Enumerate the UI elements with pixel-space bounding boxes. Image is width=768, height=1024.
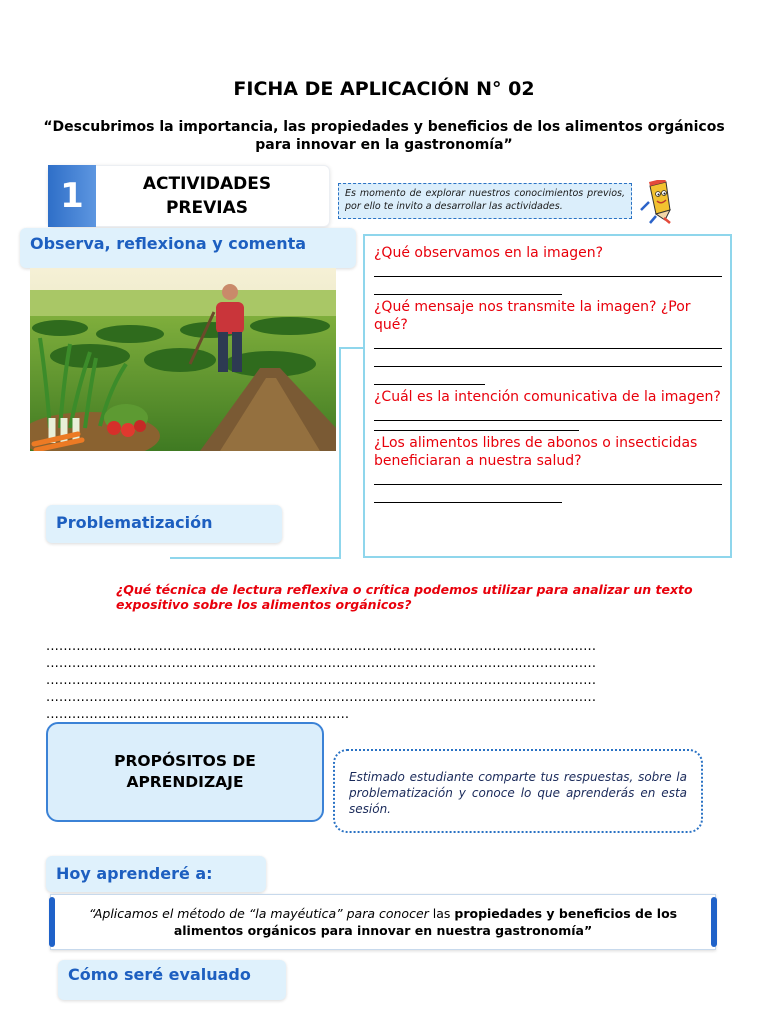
dotted-line[interactable]: ............................................................................................................................... [46, 656, 597, 671]
page-subtitle: “Descubrimos la importancia, las propiedades y beneficios de los alimentos orgánicos para innovar en la gastronomía” [43, 119, 725, 153]
observa-section-label [20, 228, 356, 268]
hoy-label-text: Hoy aprenderé a: [56, 864, 213, 883]
hoy-aprendere-label [46, 856, 266, 892]
page-title: FICHA DE APLICACIÓN N° 02 [233, 78, 535, 100]
goal-text-part1: “Aplicamos el método de “la mayéutica” para conocer [88, 906, 433, 921]
observa-label-text: Observa, reflexiona y comenta [30, 234, 307, 253]
answer-dotted-lines[interactable] [46, 638, 718, 723]
pencil-mascot-icon [636, 180, 676, 224]
dotted-line[interactable]: ............................................................................................................................... [46, 673, 597, 688]
dotted-line[interactable]: ...................................................................... [46, 707, 350, 722]
propositos-title: PROPÓSITOS DE APRENDIZAJE [114, 752, 256, 791]
goal-left-bar [49, 897, 55, 947]
activities-number-badge: 1 [48, 165, 96, 227]
question-3: ¿Cuál es la intención comunicativa de la imagen? [374, 389, 721, 405]
answer-line[interactable] [374, 470, 722, 488]
problem-question: ¿Qué técnica de lectura reflexiva o crítica podemos utilizar para analizar un texto expositivo sobre los alimentos orgánicos? [116, 582, 693, 612]
goal-text-part3: propiedades y beneficios de los alimentos orgánicos para innovar en nuestra gastronomía” [173, 906, 678, 938]
answer-line[interactable] [374, 370, 722, 388]
question-1: ¿Qué observamos en la imagen? [374, 245, 604, 261]
propositos-note: Estimado estudiante comparte tus respuestas, sobre la problematización y conoce lo que aprenderás en esta sesión. [333, 749, 703, 833]
problematizacion-section-label [46, 505, 282, 543]
como-sere-evaluado-label [58, 960, 286, 1000]
answer-line[interactable] [374, 424, 722, 434]
answer-line[interactable] [374, 334, 722, 352]
problematizacion-label-text: Problematización [56, 513, 213, 532]
answer-line[interactable] [374, 280, 722, 298]
activities-title: ACTIVIDADES PREVIAS [142, 174, 272, 218]
goal-text-part2: las [432, 906, 455, 921]
answer-line[interactable] [374, 352, 722, 370]
question-4: ¿Los alimentos libres de abonos o insecticidas beneficiaran a nuestra salud? [374, 435, 698, 469]
questions-box [363, 234, 732, 558]
answer-line[interactable] [374, 406, 722, 424]
question-2: ¿Qué mensaje nos transmite la imagen? ¿Por qué? [374, 299, 691, 333]
learning-goal-text [79, 905, 687, 939]
learning-goal-box [50, 894, 716, 950]
dotted-line[interactable]: ............................................................................................................................... [46, 639, 597, 654]
dotted-line[interactable]: ............................................................................................................................... [46, 690, 597, 705]
goal-right-bar [711, 897, 717, 947]
answer-line[interactable] [374, 488, 722, 506]
answer-line[interactable] [374, 262, 722, 280]
como-label-text: Cómo seré evaluado [68, 965, 251, 984]
intro-note: Es momento de explorar nuestros conocimientos previos, por ello te invito a desarrollar las actividades. [338, 183, 632, 219]
propositos-box [46, 722, 324, 822]
